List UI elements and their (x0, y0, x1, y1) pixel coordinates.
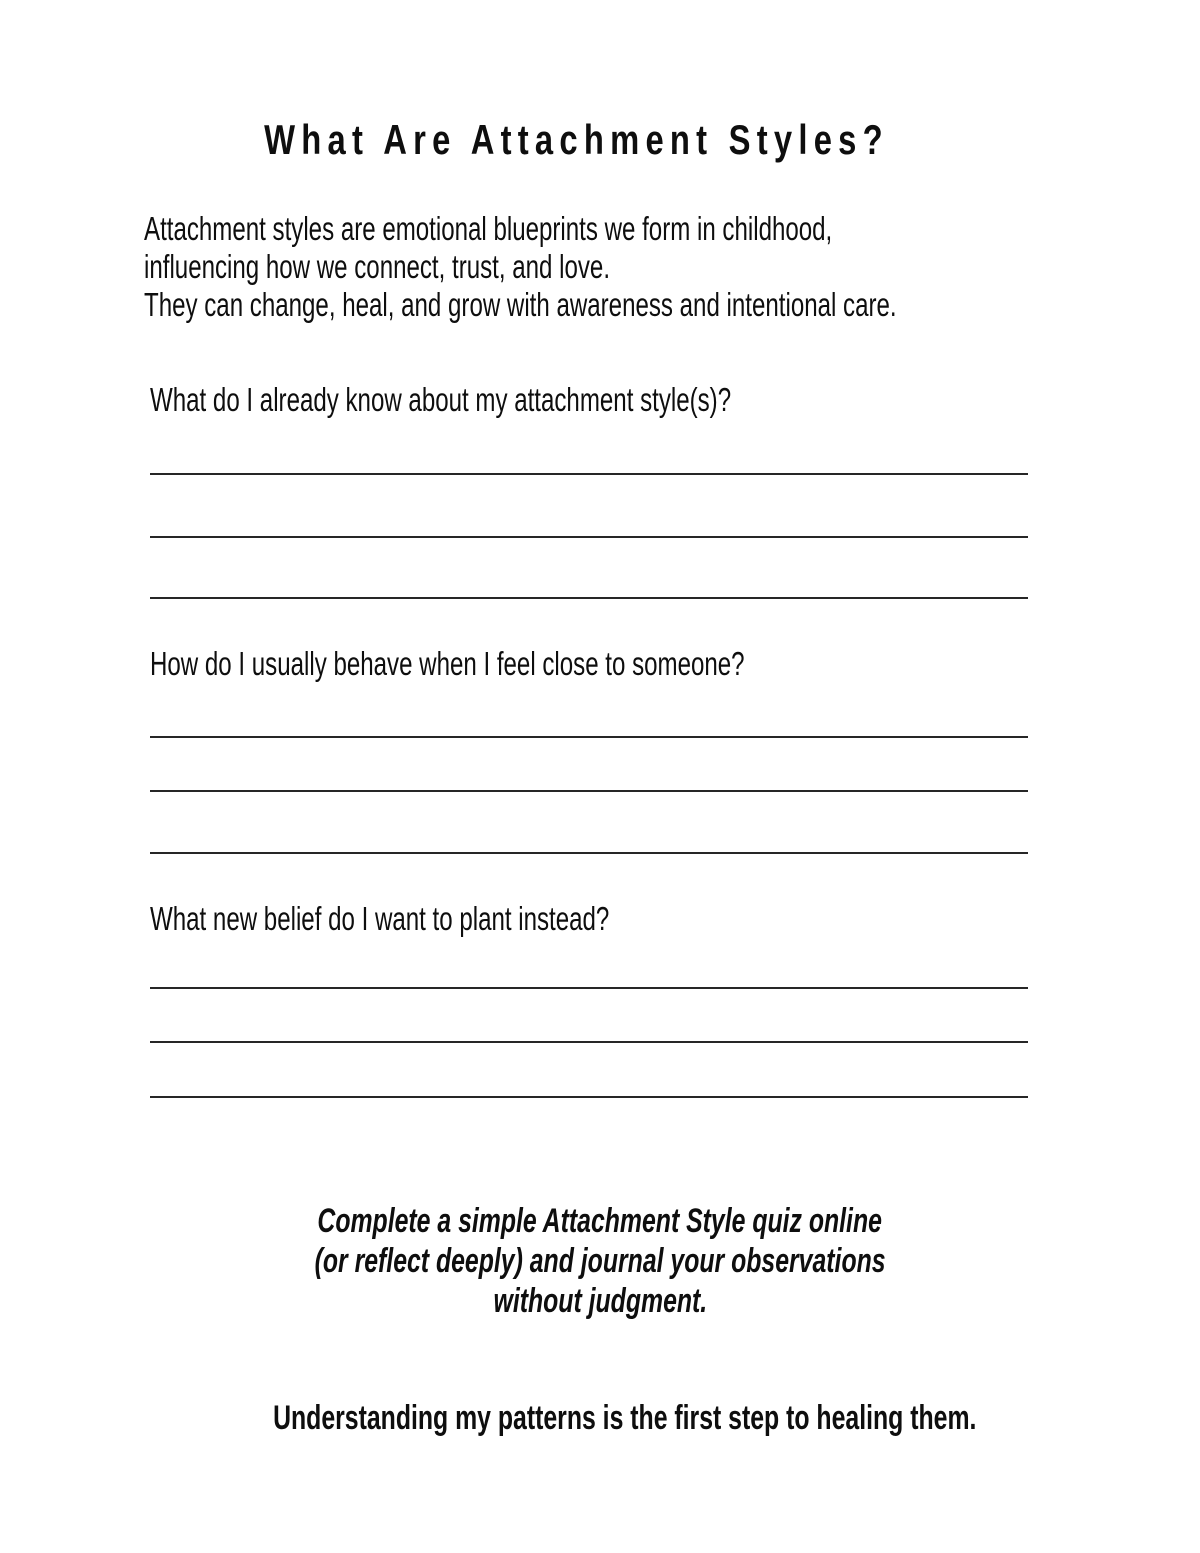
page-title-text: What Are Attachment Styles? (263, 116, 889, 163)
answer-line[interactable] (150, 536, 1028, 538)
question-prompt-3: What new belief do I want to plant instead? (150, 900, 610, 937)
page-title (0, 116, 1152, 164)
answer-line[interactable] (150, 473, 1028, 475)
task-line: (or reflect deeply) and journal your observations (314, 1242, 886, 1280)
answer-line[interactable] (150, 736, 1028, 738)
intro-line: They can change, heal, and grow with awareness and intentional care. (144, 286, 897, 323)
question-prompt-1: What do I already know about my attachment style(s)? (150, 381, 732, 418)
intro-line: influencing how we connect, trust, and love. (144, 248, 611, 285)
intro-line: Attachment styles are emotional blueprints we form in childhood, (144, 210, 833, 247)
answer-line[interactable] (150, 852, 1028, 854)
answer-line[interactable] (150, 790, 1028, 792)
task-instruction (2, 1201, 1198, 1321)
question-prompt-2: How do I usually behave when I feel close to someone? (150, 645, 745, 682)
intro-paragraph (144, 210, 1175, 324)
affirmation-statement: Understanding my patterns is the first step to healing them. (273, 1399, 977, 1437)
task-line: Complete a simple Attachment Style quiz online (317, 1202, 883, 1240)
answer-line[interactable] (150, 987, 1028, 989)
answer-line[interactable] (150, 1041, 1028, 1043)
answer-line[interactable] (150, 1096, 1028, 1098)
answer-line[interactable] (150, 597, 1028, 599)
task-line: without judgment. (493, 1282, 707, 1320)
